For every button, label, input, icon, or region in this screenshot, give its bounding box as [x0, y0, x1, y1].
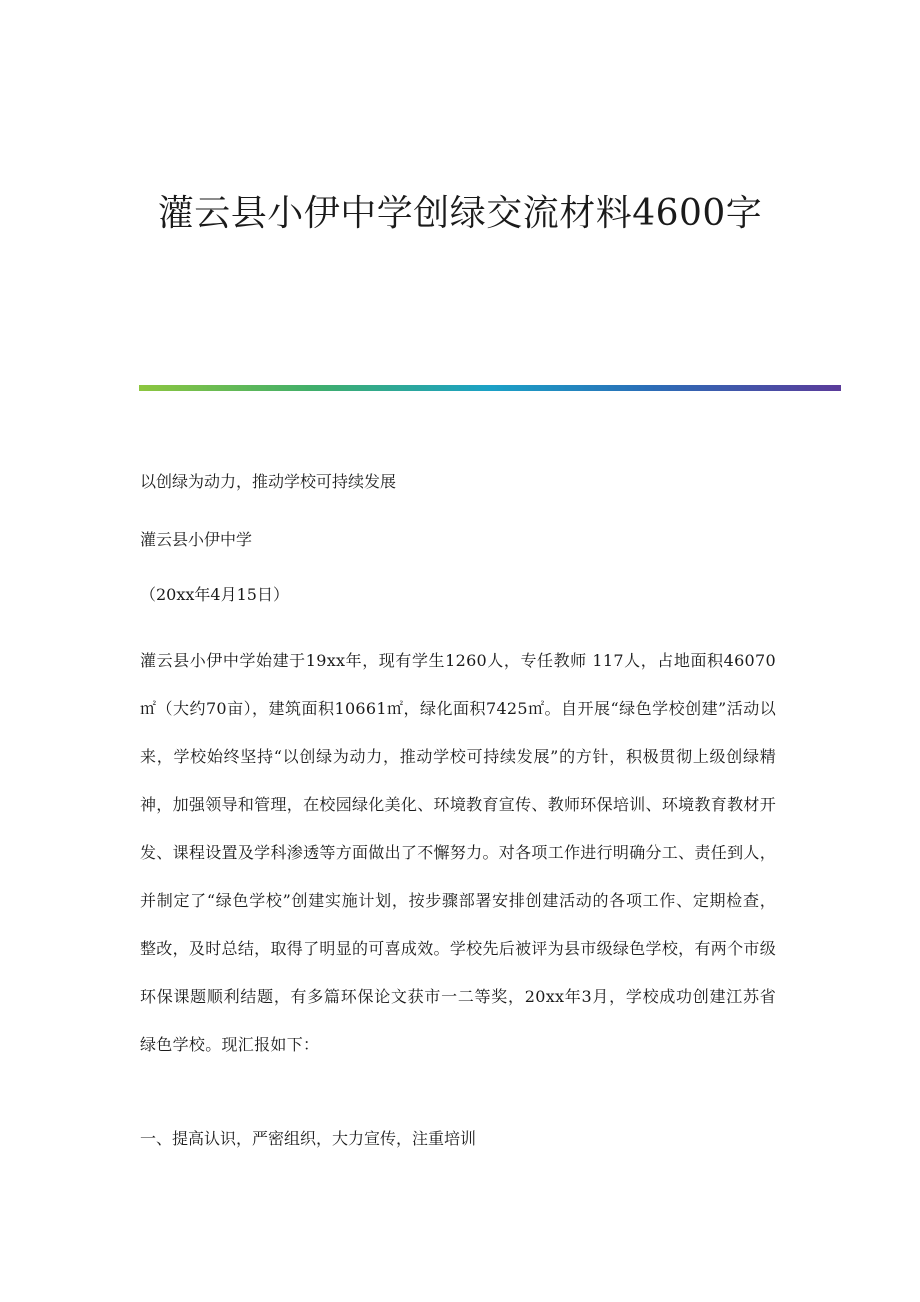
body-paragraph: 灌云县小伊中学始建于19xx年，现有学生1260人，专任教师 117人，占地面积46070㎡（大约70亩），建筑面积10661㎡，绿化面积7425㎡。自开展“绿色学校创建”活动以来，学校始终坚持“以创绿为动力，推动学校可持续发展”的方针，积极贯彻上级创绿精神，加强领导和管理，在校园绿化美化、环境教育宣传、教师环保培训、环境教育教材开发、课程设置及学科渗透等方面做出了不懈努力。对各项工作进行明确分工、责任到人，并制定了“绿色学校”创建实施计划，按步骤部署安排创建活动的各项工作、定期检查，整改，及时总结，取得了明显的可喜成效。学校先后被评为县市级绿色学校，有两个市级环保课题顺利结题，有多篇环保论文获市一二等奖，20xx年3月，学校成功创建江苏省绿色学校。现汇报如下：: [140, 651, 776, 1054]
section-heading: 一、提高认识，严密组织，大力宣传，注重培训: [140, 1129, 477, 1148]
document-subtitle: 以创绿为动力，推动学校可持续发展: [140, 472, 397, 491]
document-date: （20xx年4月15日）: [140, 585, 289, 604]
school-name: 灌云县小伊中学: [140, 530, 253, 549]
gradient-divider: [139, 385, 841, 391]
document-title: 灌云县小伊中学创绿交流材料4600字: [157, 193, 763, 234]
